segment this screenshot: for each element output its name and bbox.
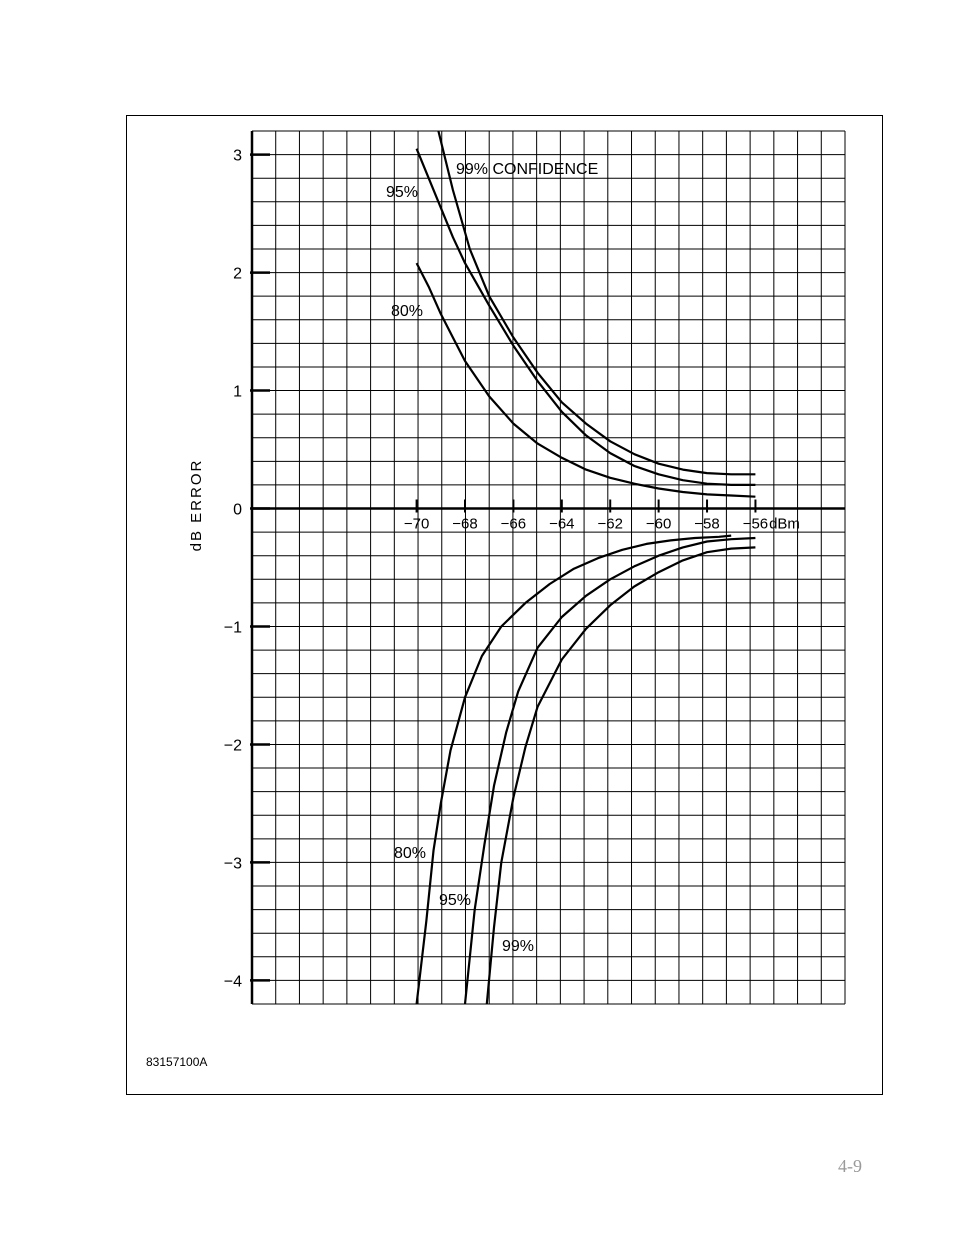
x-tick-label: −70 xyxy=(403,515,430,533)
annotation-lower-99: 99% xyxy=(502,938,535,955)
curve-95-lower xyxy=(465,538,755,1004)
curve-95-upper xyxy=(417,149,756,485)
annotation-upper-99: 99% CONFIDENCE xyxy=(456,161,599,178)
y-axis-title: dB ERROR xyxy=(188,458,205,552)
page-number: 4-9 xyxy=(838,1156,862,1176)
y-tick-label: 3 xyxy=(233,147,242,165)
curve-99-upper xyxy=(438,131,755,474)
x-tick-label: −64 xyxy=(549,515,575,533)
x-tick-label: −66 xyxy=(500,515,527,533)
figure-code: 83157100A xyxy=(146,1055,208,1069)
x-tick-label: −68 xyxy=(452,515,478,533)
x-unit-label: dBm xyxy=(769,515,800,533)
x-tick-label: −56 xyxy=(742,515,769,533)
y-tick-label: 0 xyxy=(233,501,242,519)
x-tick-label: −58 xyxy=(694,515,720,533)
annotation-upper-95: 95% xyxy=(386,184,419,201)
y-tick-label: −1 xyxy=(223,619,242,637)
annotation-lower-95: 95% xyxy=(439,892,472,909)
y-tick-label: −4 xyxy=(223,973,242,991)
y-tick-label: 2 xyxy=(233,265,242,283)
y-tick-label: −2 xyxy=(223,737,242,755)
annotation-lower-80: 80% xyxy=(394,845,427,862)
x-tick-label: −60 xyxy=(645,515,672,533)
annotation-upper-80: 80% xyxy=(391,303,424,320)
y-tick-label: 1 xyxy=(233,383,242,401)
y-tick-label: −3 xyxy=(223,855,242,873)
x-tick-label: −62 xyxy=(597,515,623,533)
curve-99-lower xyxy=(487,547,756,1004)
